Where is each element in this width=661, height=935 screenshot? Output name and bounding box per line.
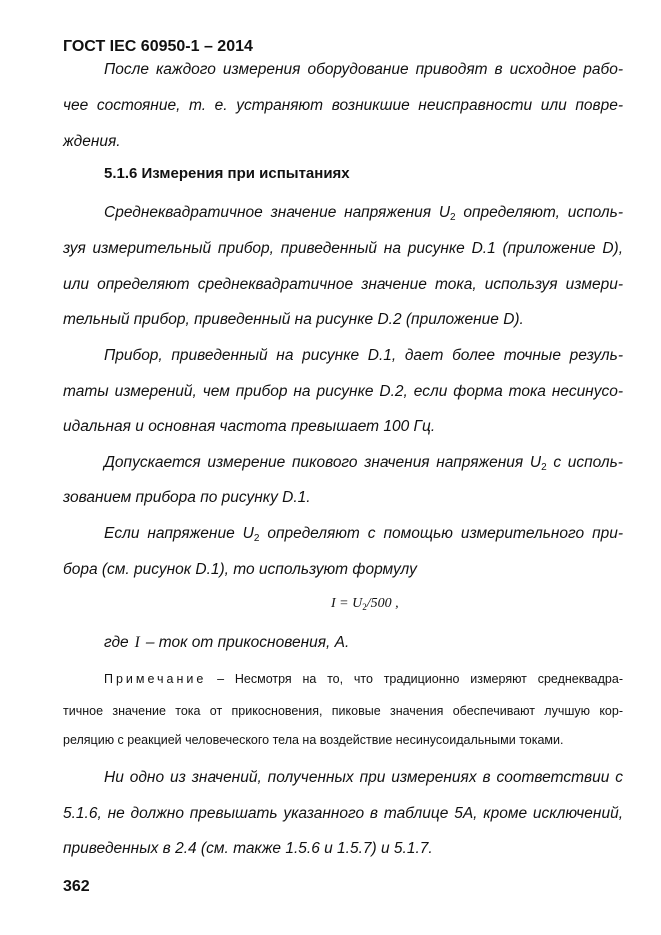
text-run: Среднеквадратичное значение напряжения U <box>104 204 451 221</box>
paragraph-line <box>104 524 623 549</box>
current-symbol: I <box>134 634 140 651</box>
formula-lhs: I = U <box>331 596 363 611</box>
text-run: определяют, исполь- <box>455 204 623 221</box>
note-line: тичное значение тока от прикосновения, пиковые значения обеспечивают лучшую кор- <box>63 704 623 718</box>
paragraph-line: таты измерений, чем прибор на рисунке D.2, если форма тока несинусо- <box>63 383 623 400</box>
text-run: определяют с помощью измерительного при- <box>259 525 624 542</box>
paragraph-line: бора (см. рисунок D.1), то используют формулу <box>63 561 417 578</box>
page-number: 362 <box>63 878 90 895</box>
where-prefix: где <box>104 634 129 651</box>
where-text: – ток от прикосновения, А. <box>145 634 350 651</box>
paragraph-line: чее состояние, т. е. устраняют возникшие неисправности или повре- <box>63 97 623 114</box>
section-title: 5.1.6 Измерения при испытаниях <box>104 165 350 182</box>
subscript: 2 <box>541 462 547 473</box>
formula-rhs: /500 , <box>366 596 399 611</box>
paragraph-line: После каждого измерения оборудование приводят в исходное рабо- <box>104 61 623 78</box>
text-run: Если напряжение U <box>104 525 254 542</box>
paragraph-line: Прибор, приведенный на рисунке D.1, дает более точные резуль- <box>104 347 623 364</box>
paragraph-line: идальная и основная частота превышает 100 Гц. <box>63 418 436 435</box>
standard-header: ГОСТ IEC 60950-1 – 2014 <box>63 38 253 55</box>
text-run: Допускается измерение пикового значения напряжения U <box>104 454 542 471</box>
note-line: реляцию с реакцией человеческого тела на воздействие несинусоидальными токами. <box>63 733 564 747</box>
formula <box>331 596 399 612</box>
paragraph-line: приведенных в 2.4 (см. также 1.5.6 и 1.5.7) и 5.1.7. <box>63 840 433 857</box>
paragraph-line: зованием прибора по рисунку D.1. <box>63 489 311 506</box>
note-line <box>104 670 623 688</box>
subscript: 2 <box>450 212 456 223</box>
paragraph-line: зуя измерительный прибор, приведенный на рисунке D.1 (приложение D), <box>63 240 623 257</box>
paragraph-line: тельный прибор, приведенный на рисунке D.2 (приложение D). <box>63 311 524 328</box>
paragraph-line: или определяют среднеквадратичное значение тока, используя измери- <box>63 276 623 293</box>
subscript: 2 <box>253 533 260 544</box>
text-run: с исполь- <box>546 454 623 471</box>
paragraph-line <box>104 453 623 478</box>
formula-subscript: 2 <box>362 602 367 612</box>
paragraph-line: 5.1.6, не должно превышать указанного в таблице 5А, кроме исключений, <box>63 805 623 822</box>
note-label: Примечание <box>104 672 207 686</box>
paragraph-line: ждения. <box>63 133 121 150</box>
where-line <box>104 633 623 653</box>
paragraph-line: Ни одно из значений, полученных при измерениях в соответствии с <box>104 769 623 786</box>
paragraph-line <box>104 203 623 228</box>
note-text: – Несмотря на то, что традиционно измеряют среднеквадра- <box>206 672 623 686</box>
